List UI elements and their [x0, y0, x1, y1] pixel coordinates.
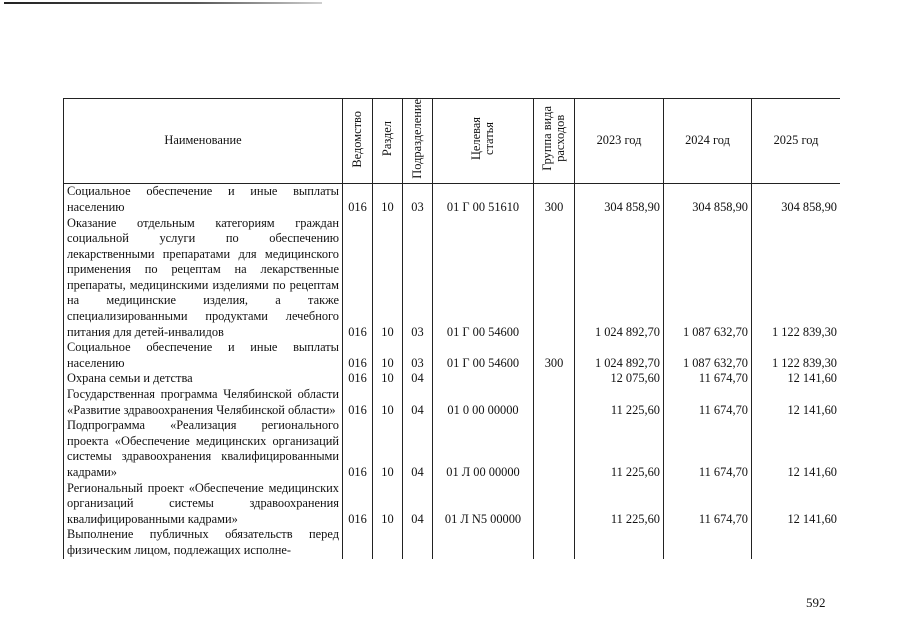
- top-rule: [4, 2, 322, 4]
- cell-2023: [575, 527, 664, 558]
- cell-cel: [433, 371, 534, 387]
- cell-2023: 11 225,60: [575, 481, 664, 528]
- cell-podrazdel: [403, 527, 433, 558]
- cell-razdel: 10: [373, 481, 403, 528]
- cell-name: Выполнение публичных обязательств перед физическим лицом, подлежащих исполне-: [64, 527, 343, 558]
- cell-cel: 01 Г 00 51610: [433, 184, 534, 216]
- cell-razdel: 10: [373, 371, 403, 387]
- cell-2024: 1 087 632,70: [664, 340, 752, 371]
- cell-cel: 01 Л 00 00000: [433, 418, 534, 480]
- col-header-gr: [534, 99, 575, 184]
- cell-ved: [343, 527, 373, 558]
- col-header-ved: [343, 99, 373, 184]
- cell-ved: 016: [343, 418, 373, 480]
- budget-table-region: [63, 98, 840, 584]
- cell-2025: 12 141,60: [752, 418, 841, 480]
- cell-name: Подпрограмма «Реализация регионального проекта «Обеспечение медицинских организаций системы здравоохранения квалифицированными кадрами»: [64, 418, 343, 480]
- table-row: [64, 481, 841, 528]
- cell-cel: 01 Г 00 54600: [433, 216, 534, 341]
- cell-2023: 11 225,60: [575, 418, 664, 480]
- cell-podrazdel: 04: [403, 481, 433, 528]
- cell-2024: 304 858,90: [664, 184, 752, 216]
- col-header-2025-label: 2025 год: [773, 133, 819, 148]
- cell-cel: 01 Л N5 00000: [433, 481, 534, 528]
- table-row: [64, 418, 841, 480]
- cell-razdel: 10: [373, 387, 403, 418]
- col-header-podrazdel: [403, 99, 433, 184]
- cell-2024: 11 674,70: [664, 371, 752, 387]
- cell-2024: 1 087 632,70: [664, 216, 752, 341]
- col-header-razdel: [373, 99, 403, 184]
- cell-ved: 016: [343, 184, 373, 216]
- cell-gr: 300: [534, 340, 575, 371]
- cell-gr: [534, 371, 575, 387]
- cell-razdel: 10: [373, 418, 403, 480]
- budget-table: [63, 98, 840, 559]
- col-header-podrazdel-label: Подразделение: [410, 99, 424, 179]
- cell-name: Государственная программа Челябинской области «Развитие здравоохранения Челябинской области»: [64, 387, 343, 418]
- table-row: [64, 371, 841, 387]
- cell-razdel: 10: [373, 184, 403, 216]
- table-row: [64, 184, 841, 216]
- cell-gr: 300: [534, 184, 575, 216]
- cell-2025: 12 141,60: [752, 481, 841, 528]
- table-row: [64, 527, 841, 558]
- cell-2023: 12 075,60: [575, 371, 664, 387]
- col-header-gr-line2: расходов: [553, 115, 567, 163]
- col-header-2024: [664, 99, 752, 184]
- cell-podrazdel: 04: [403, 371, 433, 387]
- cell-name: Охрана семьи и детства: [64, 371, 343, 387]
- col-header-cel-line1: Целевая: [469, 117, 483, 161]
- cell-2023: 11 225,60: [575, 387, 664, 418]
- cell-ved: 016: [343, 481, 373, 528]
- cell-razdel: 10: [373, 216, 403, 341]
- cell-2025: 1 122 839,30: [752, 340, 841, 371]
- cell-podrazdel: 03: [403, 216, 433, 341]
- col-header-ved-label: Ведомство: [350, 110, 364, 168]
- cell-gr: [534, 527, 575, 558]
- col-header-gr-label: [541, 106, 567, 171]
- col-header-name-label: Наименование: [164, 133, 242, 148]
- cell-razdel: [373, 527, 403, 558]
- cell-gr: [534, 216, 575, 341]
- cell-podrazdel: 04: [403, 418, 433, 480]
- cell-2023: 1 024 892,70: [575, 216, 664, 341]
- col-header-cel-label: [470, 117, 496, 160]
- page-number: 592: [806, 595, 826, 610]
- table-row: [64, 216, 841, 341]
- cell-2025: 12 141,60: [752, 371, 841, 387]
- col-header-2023: [575, 99, 664, 184]
- cell-ved: 016: [343, 371, 373, 387]
- table-body: [64, 184, 841, 559]
- cell-cel: 01 Г 00 54600: [433, 340, 534, 371]
- cell-2025: 1 122 839,30: [752, 216, 841, 341]
- cell-gr: [534, 387, 575, 418]
- cell-2025: 304 858,90: [752, 184, 841, 216]
- cell-podrazdel: 04: [403, 387, 433, 418]
- cell-2025: [752, 527, 841, 558]
- cell-2024: 11 674,70: [664, 418, 752, 480]
- cell-razdel: 10: [373, 340, 403, 371]
- col-header-name: [64, 99, 343, 184]
- col-header-razdel-label: Раздел: [380, 121, 394, 157]
- col-header-2024-label: 2024 год: [685, 133, 730, 148]
- cell-podrazdel: 03: [403, 340, 433, 371]
- cell-name: Социальное обеспечение и иные выплаты населению: [64, 184, 343, 216]
- cell-2024: 11 674,70: [664, 387, 752, 418]
- col-header-cel-line2: статья: [482, 122, 496, 156]
- cell-gr: [534, 418, 575, 480]
- cell-ved: 016: [343, 387, 373, 418]
- cell-2023: 304 858,90: [575, 184, 664, 216]
- cell-2023: 1 024 892,70: [575, 340, 664, 371]
- cell-name: Оказание отдельным категориям граждан социальной услуги по обеспечению лекарственными препаратами для медицинского применения по рецептам на лекарственные препараты, медицинскими изделиями по рецептам на медицинские изделия, а также специализированными продуктами лечебного питания для детей-инвалидов: [64, 216, 343, 341]
- cell-ved: 016: [343, 216, 373, 341]
- col-header-2025: [752, 99, 841, 184]
- cell-2024: [664, 527, 752, 558]
- cell-podrazdel: 03: [403, 184, 433, 216]
- cell-gr: [534, 481, 575, 528]
- table-row: [64, 340, 841, 371]
- table-header: [64, 99, 841, 184]
- col-header-2023-label: 2023 год: [596, 133, 642, 148]
- col-header-gr-line1: Группа вида: [540, 106, 554, 172]
- cell-cel: [433, 527, 534, 558]
- cell-name: Региональный проект «Обеспечение медицинских организаций системы здравоохранения квалифицированными кадрами»: [64, 481, 343, 528]
- cell-2024: 11 674,70: [664, 481, 752, 528]
- cell-cel: 01 0 00 00000: [433, 387, 534, 418]
- col-header-cel: [433, 99, 534, 184]
- table-row: [64, 387, 841, 418]
- cell-2025: 12 141,60: [752, 387, 841, 418]
- cell-name: Социальное обеспечение и иные выплаты населению: [64, 340, 343, 371]
- cell-ved: 016: [343, 340, 373, 371]
